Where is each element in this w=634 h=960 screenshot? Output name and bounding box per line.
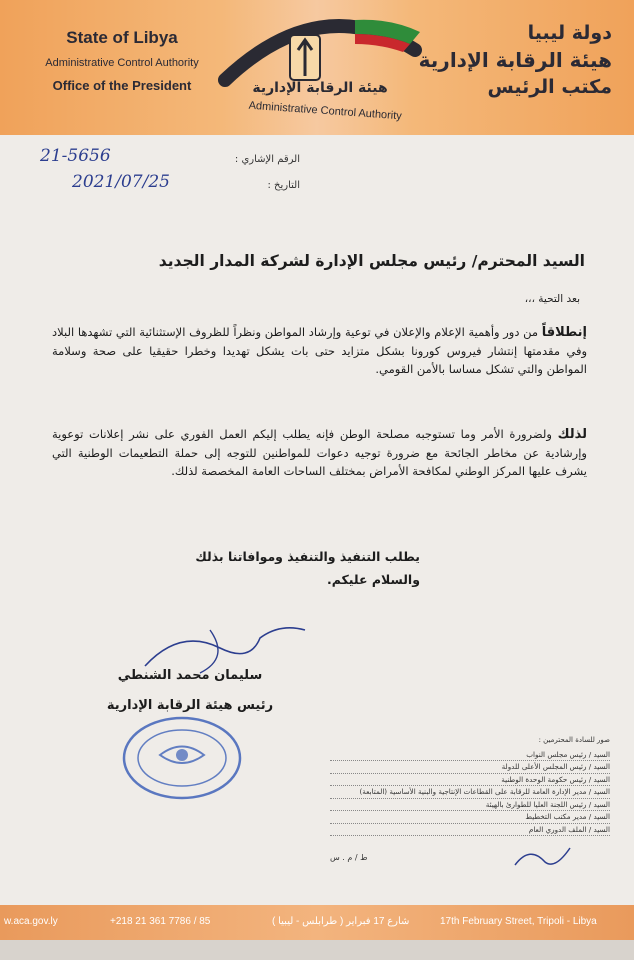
copies-list (330, 735, 610, 836)
authority-logo (205, 10, 435, 130)
state-name-en: State of Libya (66, 28, 178, 47)
typist-reference: ط / م . س (330, 853, 368, 862)
date-value: 2021/07/25 (72, 172, 170, 192)
letterhead (0, 0, 634, 135)
copy-recipient: السيد / مدير مكتب التخطيط (330, 811, 610, 824)
paragraph-request-body: ولضرورة الأمر وما تستوجبه مصلحة الوطن فإنه يطلب إليكم العمل الفوري على نشر إعلانات توعوية وإرشادية عن مخاطر الجائحة مع ضرورة توجيه دعوات للمواطنين للتوجه إلى حملة التطعيمات الوطنية التي يشرف عليها المركز الوطني لمكافحة الأمراض بمختلف الساحات العامة المخصصة لذلك. (52, 427, 587, 478)
footer-address-en: 17th February Street, Tripoli - Libya (440, 916, 597, 927)
logo-english-text: Administrative Control Authority (248, 99, 403, 123)
footer-phone: +218 21 361 7786 / 85 (110, 916, 211, 927)
state-name-ar: دولة ليبيا (527, 22, 612, 44)
letter-footer (0, 905, 634, 940)
closing (170, 545, 420, 591)
paragraph-request-lead: لذلك (557, 427, 587, 442)
copy-recipient: السيد / الملف الدوري العام (330, 824, 610, 837)
paragraph-intro-body: من دور وأهمية الإعلام والإعلان في توعية وإرشاد المواطن ونظراً للظروف الإستثنائية التي تشهدها البلاد وفي مقدمتها إنتشار فيروس كورونا بشكل متزايد حتى بات يشكل تهديدا وخطرا حقيقيا على صحة وسلامة المواطن والتي تشكل مساسا بالأمن القومي. (52, 325, 587, 376)
authority-name-ar: هيئة الرقابة الإدارية (418, 48, 612, 72)
page-bottom-edge (0, 940, 634, 960)
closing-request: يطلب التنفيذ والتنفيذ وموافاتنا بذلك (195, 549, 420, 564)
paragraph-intro (52, 323, 587, 378)
office-name-ar: مكتب الرئيس (487, 76, 612, 98)
reference-block (40, 140, 300, 200)
footer-address-ar: شارع 17 فبراير ( طرابلس - ليبيا ) (272, 916, 410, 927)
copies-header: صور للسادة المحترمين : (538, 736, 610, 744)
official-stamp (120, 713, 245, 803)
date-label: التاريخ : (267, 180, 300, 191)
ref-number-label: الرقم الإشاري : (234, 154, 300, 165)
initials-mark (510, 840, 580, 875)
letterhead-arabic (412, 22, 612, 98)
logo-arabic-text: هيئة الرقابة الإدارية (252, 80, 388, 96)
addressee: السيد المحترم/ رئيس مجلس الإدارة لشركة المدار الجديد (158, 252, 585, 270)
copy-recipient: السيد / رئيس مجلس النواب (330, 749, 610, 762)
office-name-en: Office of the President (52, 78, 192, 93)
copy-recipient: السيد / رئيس حكومة الوحدة الوطنية (330, 774, 610, 787)
paragraph-request (52, 425, 587, 480)
signatory-title: رئيس هيئة الرقابة الإدارية (106, 698, 274, 713)
footer-website: w.aca.gov.ly (4, 916, 58, 927)
copy-recipient: السيد / مدير الإدارة العامة للرقابة على القطاعات الإنتاجية والبنية الأساسية (المتابعة) (330, 786, 610, 799)
greeting: بعد التحية ،،، (524, 293, 580, 305)
ref-number-value: 21-5656 (40, 146, 111, 166)
closing-salutation: والسلام عليكم. (326, 572, 420, 587)
signatory-name: سليمان محمد الشنطي (117, 668, 263, 683)
signature-block (80, 618, 310, 798)
letterhead-english (22, 28, 222, 93)
authority-name-en: Administrative Control Authority (45, 57, 199, 69)
copy-recipient: السيد / رئيس اللجنة العليا للطوارئ بالهيئة (330, 799, 610, 812)
paragraph-intro-lead: إنطلاقاً (541, 325, 587, 340)
copy-recipient: السيد / رئيس المجلس الأعلى للدولة (330, 761, 610, 774)
